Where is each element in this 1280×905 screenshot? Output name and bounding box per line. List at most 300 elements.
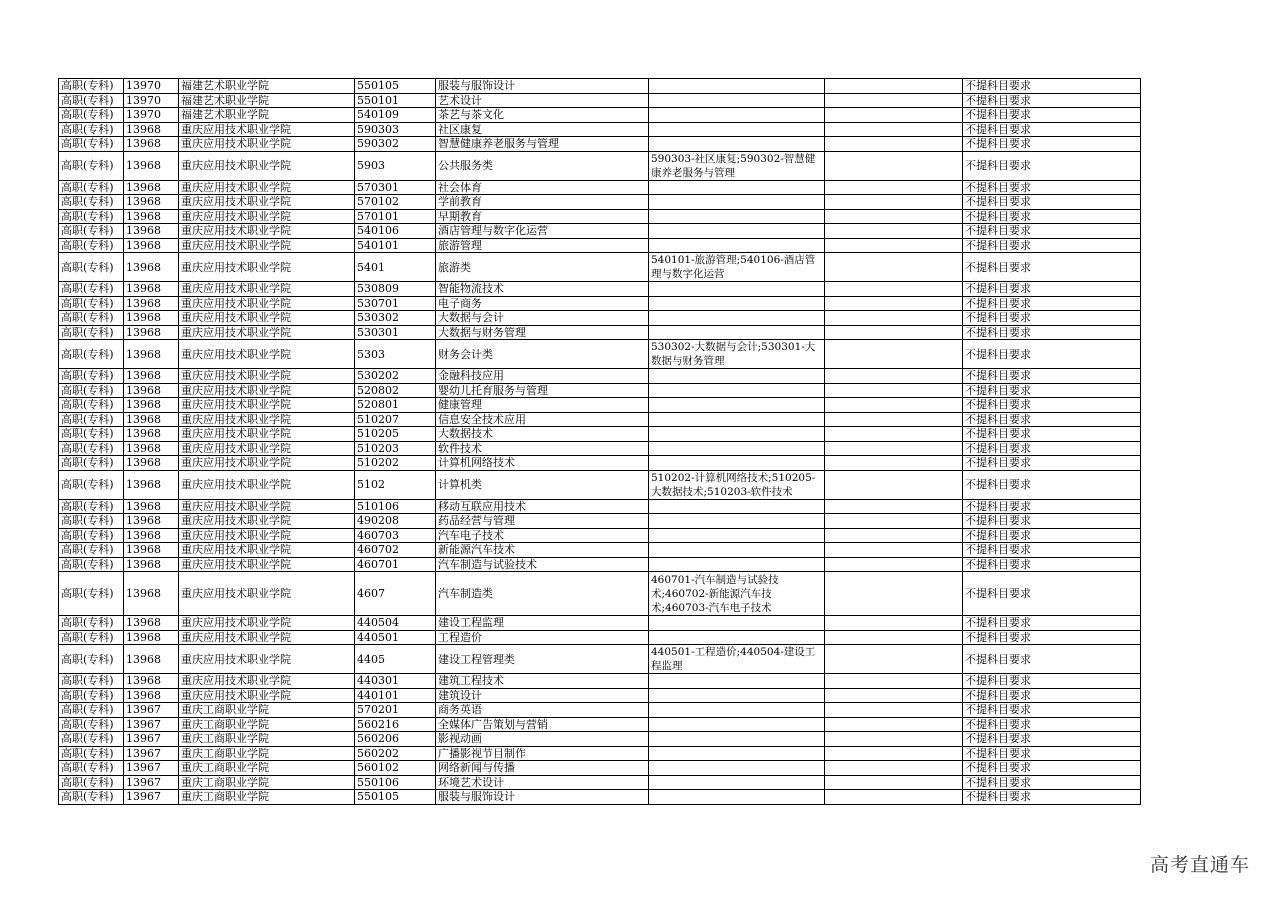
school-name-cell: 重庆应用技术职业学院 [179,616,355,631]
table-row [59,209,1141,224]
major-code-cell: 530701 [355,296,436,311]
school-code-cell: 13968 [124,311,179,326]
school-code-cell: 13968 [124,340,179,369]
note-cell [825,340,963,369]
table-row [59,470,1141,499]
included-majors-cell [649,717,825,732]
included-majors-cell [649,688,825,703]
major-name-cell: 酒店管理与数字化运营 [436,224,649,239]
note-cell [825,674,963,689]
table-row [59,383,1141,398]
school-code-cell: 13968 [124,122,179,137]
table-row [59,137,1141,152]
school-name-cell: 重庆应用技术职业学院 [179,180,355,195]
school-code-cell: 13968 [124,470,179,499]
subject-requirement-cell: 不提科目要求 [963,732,1141,747]
subject-requirement-cell: 不提科目要求 [963,151,1141,180]
subject-requirement-cell: 不提科目要求 [963,282,1141,297]
major-name-cell: 汽车电子技术 [436,528,649,543]
subject-requirement-cell: 不提科目要求 [963,122,1141,137]
included-majors-cell [649,108,825,123]
school-name-cell: 重庆应用技术职业学院 [179,209,355,224]
subject-requirement-cell: 不提科目要求 [963,369,1141,384]
level-cell: 高职(专科) [59,151,124,180]
note-cell [825,717,963,732]
note-cell [825,528,963,543]
major-code-cell: 570101 [355,209,436,224]
school-name-cell: 福建艺术职业学院 [179,108,355,123]
table-row [59,180,1141,195]
table-row [59,761,1141,776]
major-code-cell: 5401 [355,253,436,282]
note-cell [825,209,963,224]
school-name-cell: 重庆应用技术职业学院 [179,398,355,413]
school-code-cell: 13967 [124,746,179,761]
note-cell [825,456,963,471]
included-majors-cell: 530302-大数据与会计;530301-大数据与财务管理 [649,340,825,369]
school-code-cell: 13968 [124,499,179,514]
subject-requirement-cell: 不提科目要求 [963,137,1141,152]
included-majors-cell [649,122,825,137]
note-cell [825,790,963,805]
school-code-cell: 13968 [124,543,179,558]
table-row [59,122,1141,137]
major-code-cell: 540106 [355,224,436,239]
level-cell: 高职(专科) [59,383,124,398]
major-name-cell: 学前教育 [436,195,649,210]
subject-requirement-cell: 不提科目要求 [963,412,1141,427]
major-code-cell: 5102 [355,470,436,499]
school-name-cell: 重庆应用技术职业学院 [179,311,355,326]
table-row [59,79,1141,94]
school-name-cell: 重庆应用技术职业学院 [179,122,355,137]
included-majors-cell [649,746,825,761]
major-name-cell: 大数据与财务管理 [436,325,649,340]
subject-requirement-cell: 不提科目要求 [963,209,1141,224]
school-code-cell: 13967 [124,775,179,790]
major-name-cell: 服装与服饰设计 [436,79,649,94]
school-code-cell: 13968 [124,209,179,224]
included-majors-cell [649,528,825,543]
major-name-cell: 社区康复 [436,122,649,137]
included-majors-cell: 460701-汽车制造与试验技术;460702-新能源汽车技术;460703-汽车电子技术 [649,572,825,616]
school-code-cell: 13968 [124,180,179,195]
note-cell [825,441,963,456]
major-code-cell: 4607 [355,572,436,616]
note-cell [825,543,963,558]
note-cell [825,282,963,297]
subject-requirement-cell: 不提科目要求 [963,717,1141,732]
subject-requirement-cell: 不提科目要求 [963,572,1141,616]
note-cell [825,470,963,499]
level-cell: 高职(专科) [59,645,124,674]
subject-requirement-cell: 不提科目要求 [963,79,1141,94]
note-cell [825,311,963,326]
school-name-cell: 重庆应用技术职业学院 [179,151,355,180]
note-cell [825,93,963,108]
note-cell [825,369,963,384]
level-cell: 高职(专科) [59,775,124,790]
major-name-cell: 移动互联应用技术 [436,499,649,514]
included-majors-cell [649,209,825,224]
school-code-cell: 13967 [124,732,179,747]
table-row [59,195,1141,210]
school-name-cell: 重庆应用技术职业学院 [179,253,355,282]
major-code-cell: 540109 [355,108,436,123]
school-code-cell: 13968 [124,253,179,282]
level-cell: 高职(专科) [59,238,124,253]
note-cell [825,383,963,398]
included-majors-cell [649,703,825,718]
subject-requirement-cell: 不提科目要求 [963,253,1141,282]
major-code-cell: 570102 [355,195,436,210]
table-row [59,369,1141,384]
school-code-cell: 13968 [124,441,179,456]
note-cell [825,703,963,718]
level-cell: 高职(专科) [59,470,124,499]
major-code-cell: 560202 [355,746,436,761]
included-majors-cell [649,630,825,645]
table-row [59,441,1141,456]
school-code-cell: 13968 [124,427,179,442]
major-code-cell: 460701 [355,557,436,572]
major-code-cell: 4405 [355,645,436,674]
major-name-cell: 广播影视节目制作 [436,746,649,761]
table-row [59,398,1141,413]
table-row [59,93,1141,108]
school-code-cell: 13968 [124,137,179,152]
level-cell: 高职(专科) [59,761,124,776]
school-name-cell: 重庆应用技术职业学院 [179,427,355,442]
school-code-cell: 13968 [124,369,179,384]
subject-requirement-cell: 不提科目要求 [963,108,1141,123]
school-name-cell: 重庆应用技术职业学院 [179,674,355,689]
major-code-cell: 590302 [355,137,436,152]
table-row [59,674,1141,689]
included-majors-cell [649,732,825,747]
subject-requirement-cell: 不提科目要求 [963,616,1141,631]
major-name-cell: 艺术设计 [436,93,649,108]
level-cell: 高职(专科) [59,543,124,558]
major-name-cell: 环境艺术设计 [436,775,649,790]
note-cell [825,499,963,514]
note-cell [825,645,963,674]
note-cell [825,238,963,253]
school-name-cell: 重庆应用技术职业学院 [179,572,355,616]
level-cell: 高职(专科) [59,790,124,805]
school-name-cell: 重庆应用技术职业学院 [179,195,355,210]
table-row [59,616,1141,631]
included-majors-cell [649,238,825,253]
school-name-cell: 重庆应用技术职业学院 [179,224,355,239]
level-cell: 高职(专科) [59,514,124,529]
level-cell: 高职(专科) [59,746,124,761]
level-cell: 高职(专科) [59,108,124,123]
major-code-cell: 550101 [355,93,436,108]
table-row [59,412,1141,427]
subject-requirement-cell: 不提科目要求 [963,746,1141,761]
school-name-cell: 重庆应用技术职业学院 [179,456,355,471]
note-cell [825,572,963,616]
school-name-cell: 重庆工商职业学院 [179,746,355,761]
major-name-cell: 财务会计类 [436,340,649,369]
school-name-cell: 重庆应用技术职业学院 [179,238,355,253]
major-name-cell: 旅游管理 [436,238,649,253]
school-name-cell: 重庆应用技术职业学院 [179,688,355,703]
included-majors-cell [649,412,825,427]
major-code-cell: 5903 [355,151,436,180]
note-cell [825,557,963,572]
table-row [59,717,1141,732]
included-majors-cell [649,137,825,152]
table-row [59,108,1141,123]
school-name-cell: 重庆应用技术职业学院 [179,441,355,456]
major-name-cell: 新能源汽车技术 [436,543,649,558]
major-name-cell: 汽车制造与试验技术 [436,557,649,572]
major-name-cell: 信息安全技术应用 [436,412,649,427]
table-row [59,572,1141,616]
table-row [59,151,1141,180]
school-code-cell: 13968 [124,325,179,340]
table-row [59,528,1141,543]
subject-requirement-cell: 不提科目要求 [963,224,1141,239]
major-name-cell: 金融科技应用 [436,369,649,384]
school-code-cell: 13970 [124,79,179,94]
major-name-cell: 健康管理 [436,398,649,413]
major-name-cell: 大数据与会计 [436,311,649,326]
school-code-cell: 13968 [124,195,179,210]
included-majors-cell: 440501-工程造价;440504-建设工程监理 [649,645,825,674]
table-row [59,703,1141,718]
major-code-cell: 530809 [355,282,436,297]
subject-requirement-cell: 不提科目要求 [963,296,1141,311]
level-cell: 高职(专科) [59,369,124,384]
level-cell: 高职(专科) [59,674,124,689]
major-code-cell: 520802 [355,383,436,398]
level-cell: 高职(专科) [59,93,124,108]
subject-requirement-cell: 不提科目要求 [963,761,1141,776]
major-code-cell: 530202 [355,369,436,384]
major-name-cell: 建筑设计 [436,688,649,703]
table-row [59,790,1141,805]
school-code-cell: 13968 [124,514,179,529]
school-code-cell: 13968 [124,674,179,689]
school-name-cell: 福建艺术职业学院 [179,79,355,94]
included-majors-cell [649,427,825,442]
table-row [59,557,1141,572]
level-cell: 高职(专科) [59,137,124,152]
note-cell [825,514,963,529]
watermark-text: 高考直通车 [1149,854,1250,876]
level-cell: 高职(专科) [59,412,124,427]
level-cell: 高职(专科) [59,79,124,94]
subject-requirement-cell: 不提科目要求 [963,441,1141,456]
level-cell: 高职(专科) [59,209,124,224]
table-row [59,427,1141,442]
major-name-cell: 工程造价 [436,630,649,645]
note-cell [825,253,963,282]
major-code-cell: 550105 [355,79,436,94]
note-cell [825,630,963,645]
note-cell [825,137,963,152]
major-code-cell: 460703 [355,528,436,543]
included-majors-cell [649,224,825,239]
table-row [59,688,1141,703]
major-code-cell: 510106 [355,499,436,514]
school-code-cell: 13968 [124,398,179,413]
subject-requirement-cell: 不提科目要求 [963,630,1141,645]
school-code-cell: 13968 [124,645,179,674]
school-name-cell: 重庆应用技术职业学院 [179,543,355,558]
level-cell: 高职(专科) [59,557,124,572]
school-name-cell: 重庆应用技术职业学院 [179,557,355,572]
major-code-cell: 540101 [355,238,436,253]
level-cell: 高职(专科) [59,296,124,311]
included-majors-cell [649,383,825,398]
school-code-cell: 13968 [124,412,179,427]
admission-table [58,78,1141,805]
major-name-cell: 建设工程监理 [436,616,649,631]
major-code-cell: 560206 [355,732,436,747]
level-cell: 高职(专科) [59,224,124,239]
major-name-cell: 电子商务 [436,296,649,311]
table-row [59,238,1141,253]
subject-requirement-cell: 不提科目要求 [963,543,1141,558]
major-name-cell: 智慧健康养老服务与管理 [436,137,649,152]
note-cell [825,296,963,311]
included-majors-cell [649,296,825,311]
level-cell: 高职(专科) [59,398,124,413]
major-name-cell: 汽车制造类 [436,572,649,616]
school-name-cell: 重庆应用技术职业学院 [179,645,355,674]
school-name-cell: 重庆应用技术职业学院 [179,340,355,369]
school-name-cell: 重庆应用技术职业学院 [179,514,355,529]
major-code-cell: 570301 [355,180,436,195]
major-code-cell: 550106 [355,775,436,790]
included-majors-cell [649,456,825,471]
major-name-cell: 计算机网络技术 [436,456,649,471]
table-row [59,514,1141,529]
school-name-cell: 重庆工商职业学院 [179,761,355,776]
major-code-cell: 460702 [355,543,436,558]
major-code-cell: 510205 [355,427,436,442]
major-code-cell: 570201 [355,703,436,718]
included-majors-cell [649,499,825,514]
included-majors-cell [649,557,825,572]
included-majors-cell [649,441,825,456]
major-code-cell: 530302 [355,311,436,326]
school-code-cell: 13968 [124,238,179,253]
included-majors-cell [649,514,825,529]
subject-requirement-cell: 不提科目要求 [963,93,1141,108]
subject-requirement-cell: 不提科目要求 [963,238,1141,253]
major-name-cell: 计算机类 [436,470,649,499]
note-cell [825,180,963,195]
school-name-cell: 重庆应用技术职业学院 [179,528,355,543]
note-cell [825,427,963,442]
table-row [59,456,1141,471]
level-cell: 高职(专科) [59,122,124,137]
included-majors-cell [649,325,825,340]
school-code-cell: 13967 [124,717,179,732]
level-cell: 高职(专科) [59,703,124,718]
school-name-cell: 重庆应用技术职业学院 [179,383,355,398]
subject-requirement-cell: 不提科目要求 [963,456,1141,471]
level-cell: 高职(专科) [59,717,124,732]
table-row [59,630,1141,645]
school-code-cell: 13968 [124,383,179,398]
subject-requirement-cell: 不提科目要求 [963,383,1141,398]
school-name-cell: 重庆应用技术职业学院 [179,470,355,499]
note-cell [825,746,963,761]
table-row [59,645,1141,674]
school-name-cell: 重庆应用技术职业学院 [179,282,355,297]
subject-requirement-cell: 不提科目要求 [963,195,1141,210]
table-row [59,775,1141,790]
note-cell [825,325,963,340]
major-name-cell: 大数据技术 [436,427,649,442]
school-code-cell: 13968 [124,557,179,572]
subject-requirement-cell: 不提科目要求 [963,528,1141,543]
school-name-cell: 重庆应用技术职业学院 [179,296,355,311]
table-row [59,325,1141,340]
subject-requirement-cell: 不提科目要求 [963,427,1141,442]
included-majors-cell: 510202-计算机网络技术;510205-大数据技术;510203-软件技术 [649,470,825,499]
major-name-cell: 婴幼儿托育服务与管理 [436,383,649,398]
school-code-cell: 13968 [124,616,179,631]
subject-requirement-cell: 不提科目要求 [963,470,1141,499]
note-cell [825,122,963,137]
major-code-cell: 590303 [355,122,436,137]
major-name-cell: 全媒体广告策划与营销 [436,717,649,732]
included-majors-cell: 590303-社区康复;590302-智慧健康养老服务与管理 [649,151,825,180]
subject-requirement-cell: 不提科目要求 [963,340,1141,369]
school-code-cell: 13968 [124,456,179,471]
major-name-cell: 影视动画 [436,732,649,747]
included-majors-cell [649,775,825,790]
level-cell: 高职(专科) [59,572,124,616]
major-code-cell: 5303 [355,340,436,369]
table-row [59,282,1141,297]
subject-requirement-cell: 不提科目要求 [963,499,1141,514]
school-code-cell: 13968 [124,688,179,703]
included-majors-cell [649,282,825,297]
note-cell [825,775,963,790]
school-name-cell: 福建艺术职业学院 [179,93,355,108]
level-cell: 高职(专科) [59,195,124,210]
school-code-cell: 13967 [124,790,179,805]
included-majors-cell [649,369,825,384]
subject-requirement-cell: 不提科目要求 [963,311,1141,326]
school-code-cell: 13968 [124,630,179,645]
major-name-cell: 建设工程管理类 [436,645,649,674]
level-cell: 高职(专科) [59,616,124,631]
major-code-cell: 440301 [355,674,436,689]
table-row [59,746,1141,761]
included-majors-cell [649,761,825,776]
subject-requirement-cell: 不提科目要求 [963,645,1141,674]
included-majors-cell [649,195,825,210]
table-row [59,543,1141,558]
school-name-cell: 重庆应用技术职业学院 [179,325,355,340]
level-cell: 高职(专科) [59,499,124,514]
school-code-cell: 13968 [124,528,179,543]
major-code-cell: 510207 [355,412,436,427]
level-cell: 高职(专科) [59,441,124,456]
subject-requirement-cell: 不提科目要求 [963,790,1141,805]
table-row [59,732,1141,747]
table-row [59,253,1141,282]
